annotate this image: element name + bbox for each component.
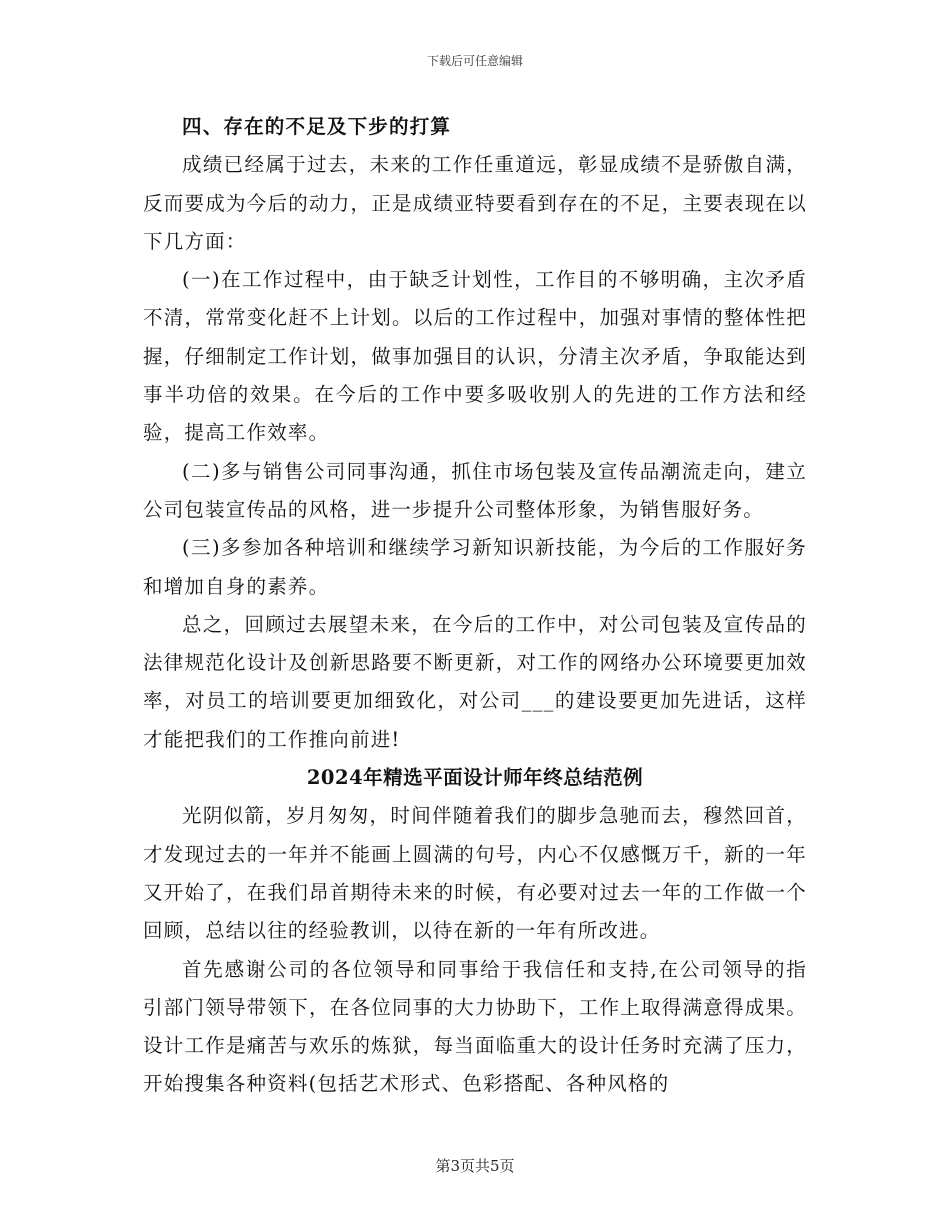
section-paragraph: (三)多参加各种培训和继续学习新知识新技能，为今后的工作服好务和增加自身的素养。 [143, 536, 807, 598]
section-paragraph: (二)多与销售公司同事沟通，抓住市场包装及宣传品潮流走向，建立公司包装宣传品的风格，进一步提升公司整体形象，为销售服好务。 [143, 459, 807, 521]
article-title: 2024年精选平面设计师年终总结范例 [306, 766, 644, 790]
document-body [143, 108, 807, 1104]
article-paragraph: 光阴似箭，岁月匆匆，时间伴随着我们的脚步急驰而去，穆然回首，才发现过去的一年并不能画上圆满的句号，内心不仅感慨万千，新的一年又开始了，在我们昂首期待未来的时候，有必要对过去一年的工作做一个回顾，总结以往的经验教训，以待在新的一年有所改进。 [143, 804, 807, 943]
section-paragraph: (一)在工作过程中，由于缺乏计划性，工作目的不够明确，主次矛盾不清，常常变化赶不上计划。以后的工作过程中，加强对事情的整体性把握，仔细制定工作计划，做事加强目的认识，分清主次矛盾，争取能达到事半功倍的效果。在今后的工作中要多吸收别人的先进的工作方法和经验，提高工作效率。 [143, 268, 807, 445]
section-heading: 四、存在的不足及下步的打算 [182, 115, 452, 138]
section-paragraph: 总之，回顾过去展望未来，在今后的工作中，对公司包装及宣传品的法律规范化设计及创新思路要不断更新，对工作的网络办公环境要更加效率，对员工的培训要更加细致化，对公司___的建设要更加先进话，这样才能把我们的工作推向前进! [143, 612, 807, 751]
page-indicator: 第3页共5页 [435, 1157, 515, 1175]
header-note: 下载后可任意编辑 [426, 54, 523, 68]
article-paragraph: 首先感谢公司的各位领导和同事给于我信任和支持,在公司领导的指引部门领导带领下，在各位同事的大力协助下，工作上取得满意得成果。设计工作是痛苦与欢乐的炼狱，每当面临重大的设计任务时充满了压力，开始搜集各种资料(包括艺术形式、色彩搭配、各种风格的 [143, 957, 807, 1096]
section-paragraph: 成绩已经属于过去，未来的工作任重道远，彰显成绩不是骄傲自满，反而要成为今后的动力，正是成绩亚特要看到存在的不足，主要表现在以下几方面： [143, 153, 807, 253]
